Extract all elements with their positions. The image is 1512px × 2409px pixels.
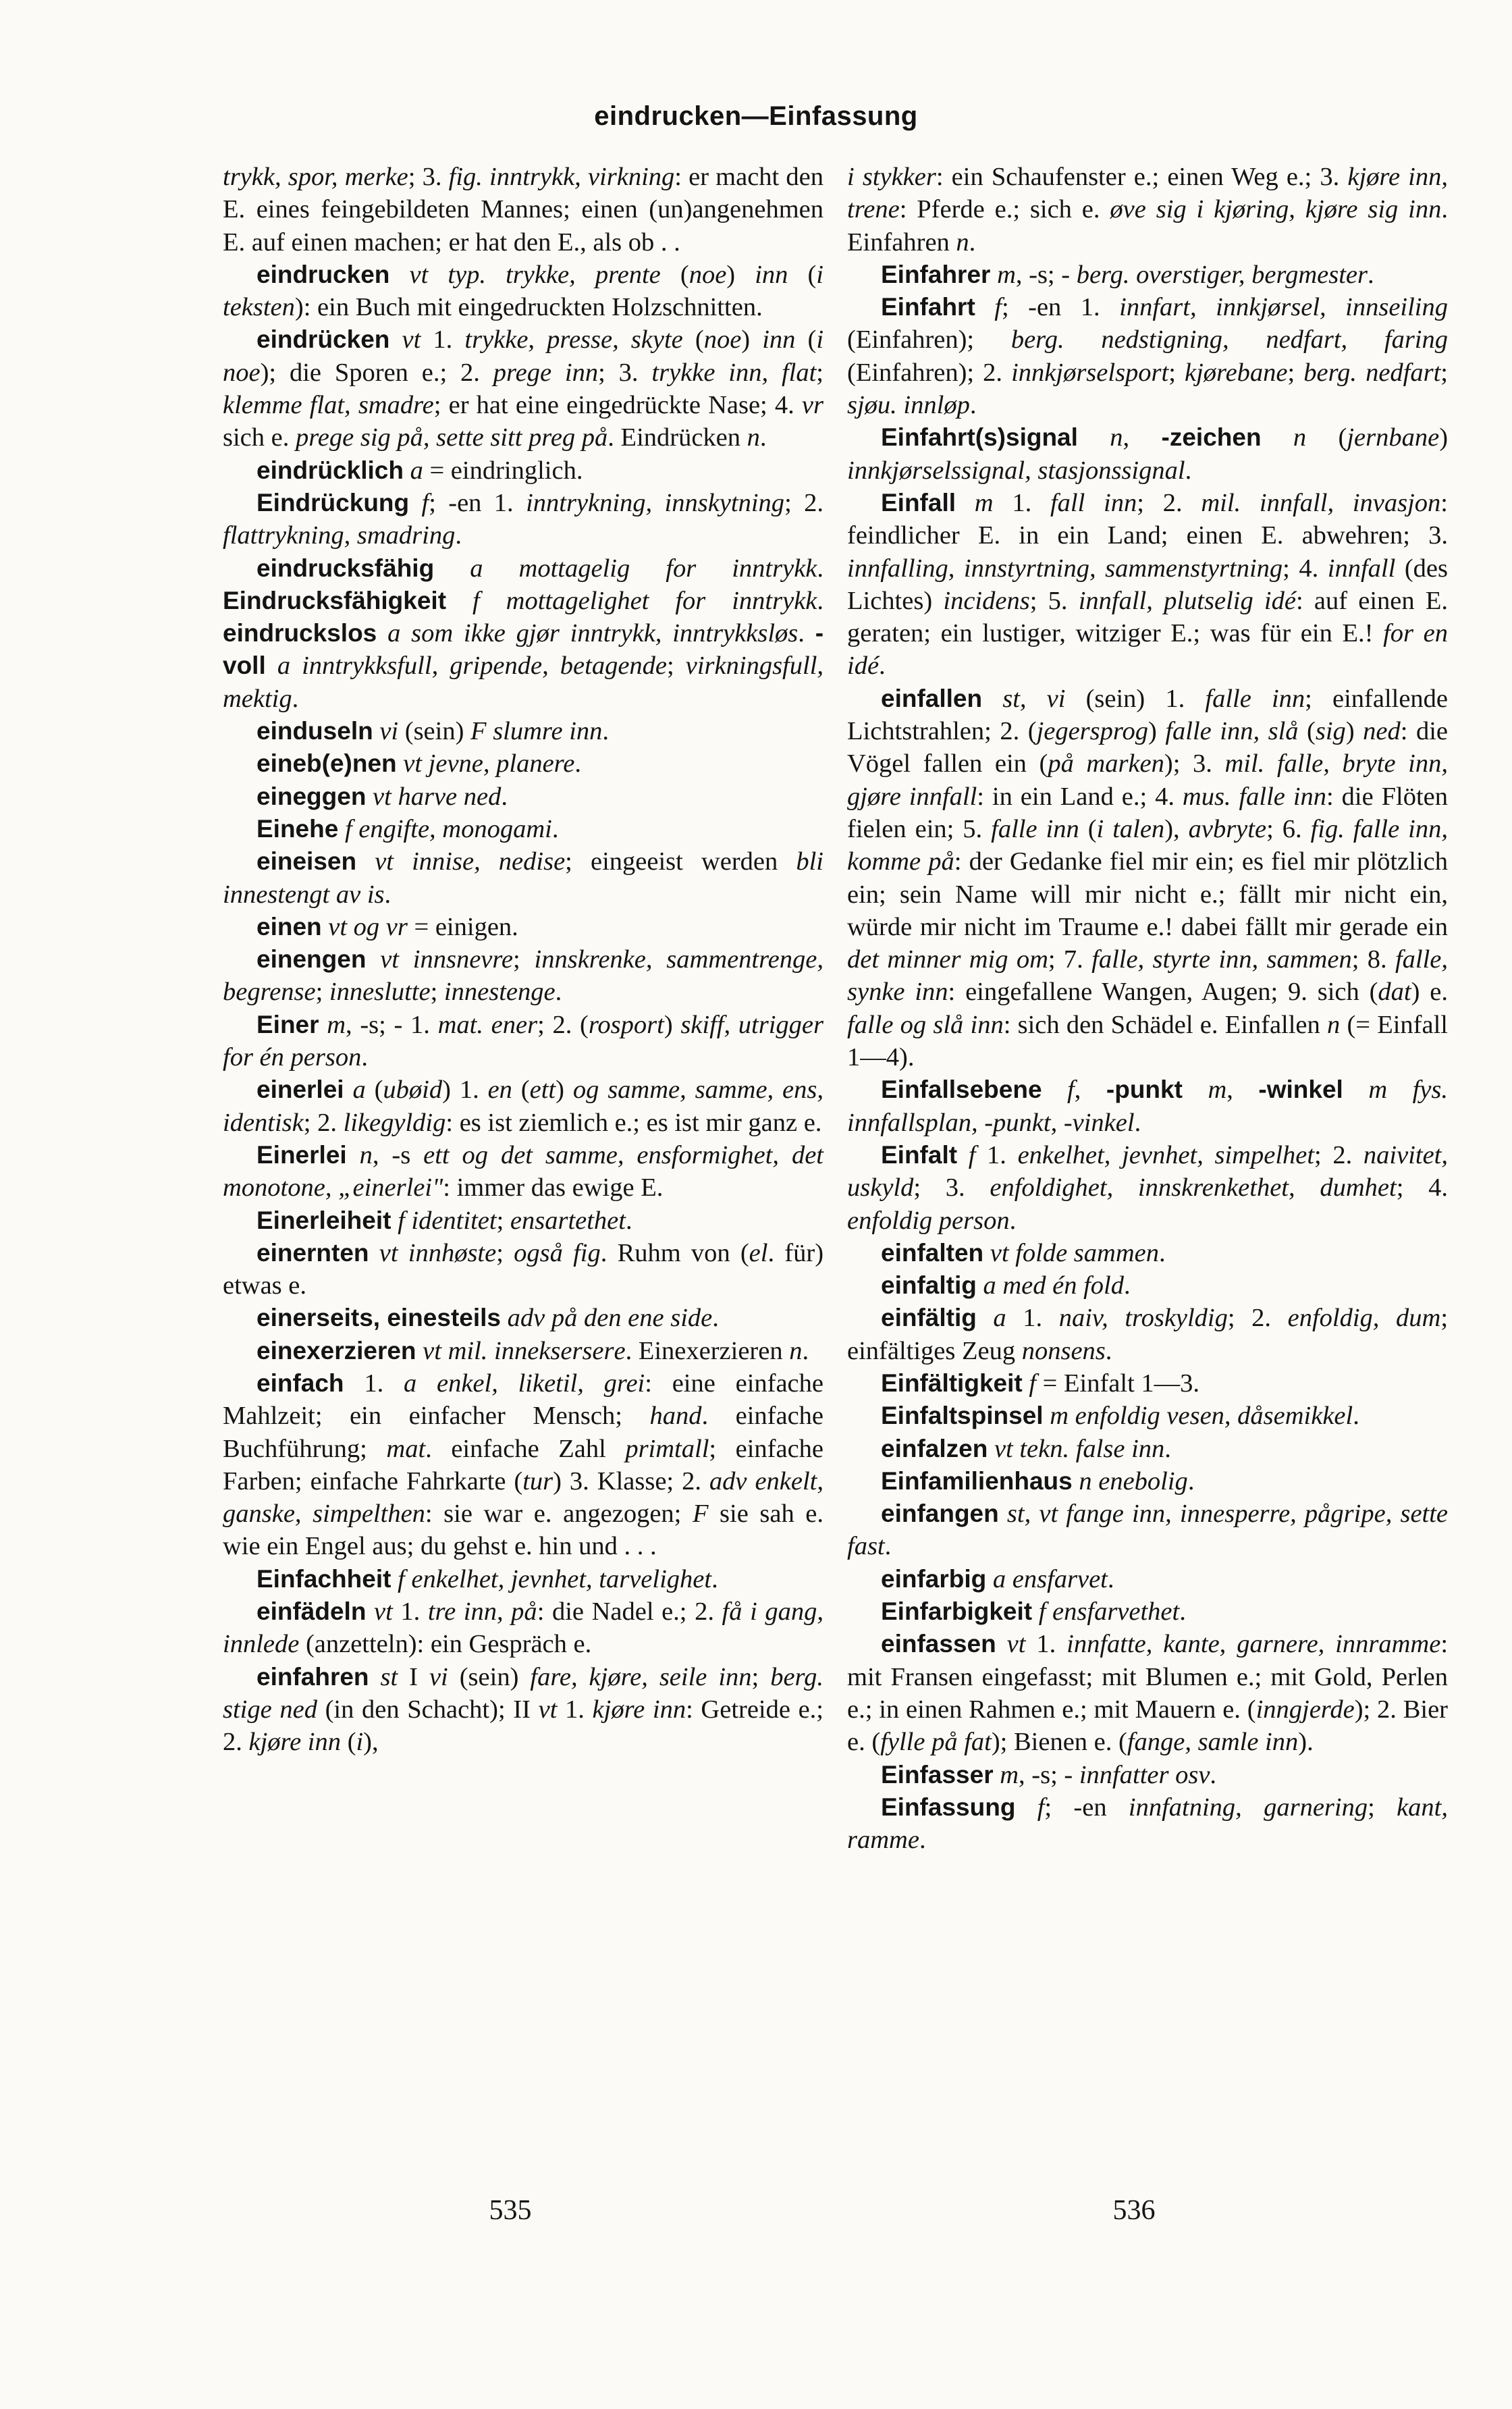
dictionary-entry: Einfall m 1. fall inn; 2. mil. innfall, invasjon: feindlicher E. in ein Land; einen E. abwehren; 3. innfalling, innstyrtning, sammenstyrtning; 4. innfall (des Lichtes) incidens; 5. innfall, plutselig idé: auf einen E. geraten; ein lustiger, witziger E.; was für ein E.! for en idé. <box>847 488 1449 681</box>
dictionary-entry: einfaltig a med én fold. <box>881 1271 1131 1300</box>
running-head: eindrucken—Einfassung <box>594 101 918 131</box>
dictionary-entry: einfangen st, vt fange inn, innesperre, pågripe, sette fast. <box>847 1500 1449 1561</box>
dictionary-entry: einerlei a (ubøid) 1. en (ett) og samme, samme, ens, identisk; 2. likegyldig: es ist ziemlich e.; es ist mir ganz e. <box>223 1076 824 1137</box>
dictionary-entry: eineb(e)nen vt jevne, planere. <box>256 749 581 778</box>
dictionary-entry: einfädeln vt 1. tre inn, på: die Nadel e.; 2. få i gang, innlede (anzetteln): ein Gespräch e. <box>223 1597 824 1659</box>
dictionary-entry: Einfassung f; -en innfatning, garnering; kant, ramme. <box>847 1793 1449 1855</box>
dictionary-entry: Einfalt f 1. enkelhet, jevnhet, simpelhet; 2. naivitet, uskyld; 3. enfoldighet, innskrenkethet, dumhet; 4. enfoldig person. <box>847 1140 1448 1235</box>
dictionary-entry: Einer m, -s; - 1. mat. ener; 2. (rosport) skiff, utrigger for én person. <box>223 1010 824 1072</box>
dictionary-entry: einfältig a 1. naiv, troskyldig; 2. enfoldig, dum; einfältiges Zeug nonsens. <box>847 1304 1449 1365</box>
dictionary-entry: Einfahrer m, -s; - berg. overstiger, bergmester. <box>881 260 1374 289</box>
dictionary-entry: Einerleiheit f identitet; ensartethet. <box>256 1206 632 1235</box>
dictionary-entry: einfarbig a ensfarvet. <box>881 1564 1114 1593</box>
dictionary-entry: Einfarbigkeit f ensfarvethet. <box>881 1597 1186 1626</box>
dictionary-entry: eindrucken vt typ. trykke, prente (noe) inn (i teksten): ein Buch mit eingedruckten Holzschnitten. <box>223 260 824 322</box>
dictionary-entry: Einfahrt(s)signal n, -zeichen n (jernbane) innkjørselssignal, stasjonssignal. <box>847 423 1449 485</box>
dictionary-entry: einen vt og vr = einigen. <box>256 912 518 941</box>
dictionary-entry: einfallen st, vi (sein) 1. falle inn; einfallende Lichtstrahlen; 2. (jegersprog) falle inn, slå (sig) ned: die Vögel fallen ein (på marken); 3. mil. falle, bryte inn, gjøre innfall: in ein Land e.; 4. mus. falle inn: die Flöten fielen ein; 5. falle inn (i talen), avbryte; 6. fig. falle inn, komme på: der Gedanke fiel mir ein; es fiel mir plötzlich ein; sein Name will mir nicht e.; fällt mir nicht ein, würde mir nicht im Traume e.! dabei fällt mir gerade ein det minner mig om; 7. falle, styrte inn, sammen; 8. falle, synke inn: eingefallene Wangen, Augen; 9. sich (dat) e. falle og slå inn: sich den Schädel e. Einfallen n (= Einfall 1—4). <box>847 684 1449 1072</box>
dictionary-entry: eineggen vt harve ned. <box>256 782 508 811</box>
dictionary-entry: trykk, spor, merke; 3. fig. inntrykk, virkning: er macht den E. eines feingebildeten Mannes; einen (un)angenehmen E. auf einen machen; er hat den E., als ob . . <box>223 163 824 257</box>
dictionary-entry: einfach 1. a enkel, liketil, grei: eine einfache Mahlzeit; ein einfacher Mensch; hand. einfache Buchführung; mat. einfache Zahl primtall; einfache Farben; einfache Fahrkarte (tur) 3. Klasse; 2. adv enkelt, ganske, simpelthen: sie war e. angezogen; F sie sah e. wie ein Engel aus; du gehst e. hin und . . . <box>223 1369 824 1561</box>
dictionary-entry: einfassen vt 1. innfatte, kante, garnere, innramme: mit Fransen eingefasst; mit Blumen e.; mit Gold, Perlen e.; in einen Rahmen e.; mit Mauern e. (inngjerde); 2. Bier e. (fylle på fat); Bienen e. (fange, samle inn). <box>847 1630 1449 1757</box>
dictionary-entry: eindrucksfähig a mottagelig for inntrykk. Eindrucksfähigkeit f mottagelighet for inntrykk. eindruckslos a som ikke gjør inntrykk, inntrykksløs. -voll a inntrykksfull, gripende, betagende; virkningsfull, mektig. <box>223 554 824 713</box>
dictionary-entry: einfahren st I vi (sein) fare, kjøre, seile inn; berg. stige ned (in den Schacht); II vt 1. kjøre inn: Getreide e.; 2. kjøre inn (i), <box>223 1662 824 1757</box>
dictionary-entry: einfalzen vt tekn. false inn. <box>881 1434 1171 1463</box>
dictionary-entry: Einfallsebene f, -punkt m, -winkel m fys. innfallsplan, -punkt, -vinkel. <box>847 1076 1449 1137</box>
dictionary-entry: eindrücklich a = eindringlich. <box>256 456 583 485</box>
dictionary-entry: Einehe f engifte, monogami. <box>256 814 559 843</box>
left-column <box>223 161 824 1759</box>
dictionary-entry: Einerlei n, -s ett og det samme, ensformighet, det monotone, „einerlei": immer das ewige E. <box>223 1140 824 1202</box>
dictionary-entry: einexerzieren vt mil. innekserserе. Einexerzieren n. <box>256 1336 809 1365</box>
dictionary-entry: einernten vt innhøste; også fig. Ruhm von (el. für) etwas e. <box>223 1238 824 1300</box>
dictionary-entry: eindrücken vt 1. trykke, presse, skyte (noe) inn (i noe); die Sporen e.; 2. prege inn; 3. trykke inn, flat; klemme flat, smadre; er hat eine eingedrückte Nase; 4. vr sich e. prege sig på, sette sitt preg på. Eindrücken n. <box>223 325 824 452</box>
dictionary-entry: einduseln vi (sein) F slumre inn. <box>256 717 610 746</box>
dictionary-entry: Einfachheit f enkelhet, jevnhet, tarvelighet. <box>256 1564 718 1593</box>
dictionary-entry: Einfamilienhaus n enebolig. <box>881 1466 1195 1495</box>
dictionary-entry: Einfältigkeit f = Einfalt 1—3. <box>881 1369 1200 1398</box>
dictionary-entry: Eindrückung f; -en 1. inntrykning, innskytning; 2. flattrykning, smadring. <box>223 488 824 550</box>
dictionary-entry: Einfahrt f; -en 1. innfart, innkjørsel, innseiling (Einfahren); berg. nedstigning, nedfart, faring (Einfahren); 2. innkjørselsport; kjørebane; berg. nedfart; sjøu. innløp. <box>847 293 1449 420</box>
dictionary-entry: Einfaltspinsel m enfoldig vesen, dåsemikkel. <box>881 1402 1359 1431</box>
right-column <box>847 161 1448 1856</box>
dictionary-entry: eineisen vt innise, nedise; eingeeist werden bli innestengt av is. <box>223 847 824 909</box>
page-number-left: 535 <box>489 2195 532 2226</box>
page-number-right: 536 <box>1112 2195 1156 2226</box>
dictionary-entry: Einfasser m, -s; - innfatter osv. <box>881 1760 1217 1789</box>
dictionary-entry: einengen vt innsnevre; innskrenke, sammentrenge, begrense; inneslutte; innestenge. <box>223 945 824 1007</box>
dictionary-entry: i stykker: ein Schaufenster e.; einen Weg e.; 3. kjøre inn, trene: Pferde e.; sich e. øve sig i kjøring, kjøre sig inn. Einfahren n. <box>847 163 1448 257</box>
dictionary-entry: einerseits, einesteils adv på den ene side. <box>256 1304 719 1333</box>
dictionary-entry: einfalten vt folde sammen. <box>881 1238 1166 1267</box>
